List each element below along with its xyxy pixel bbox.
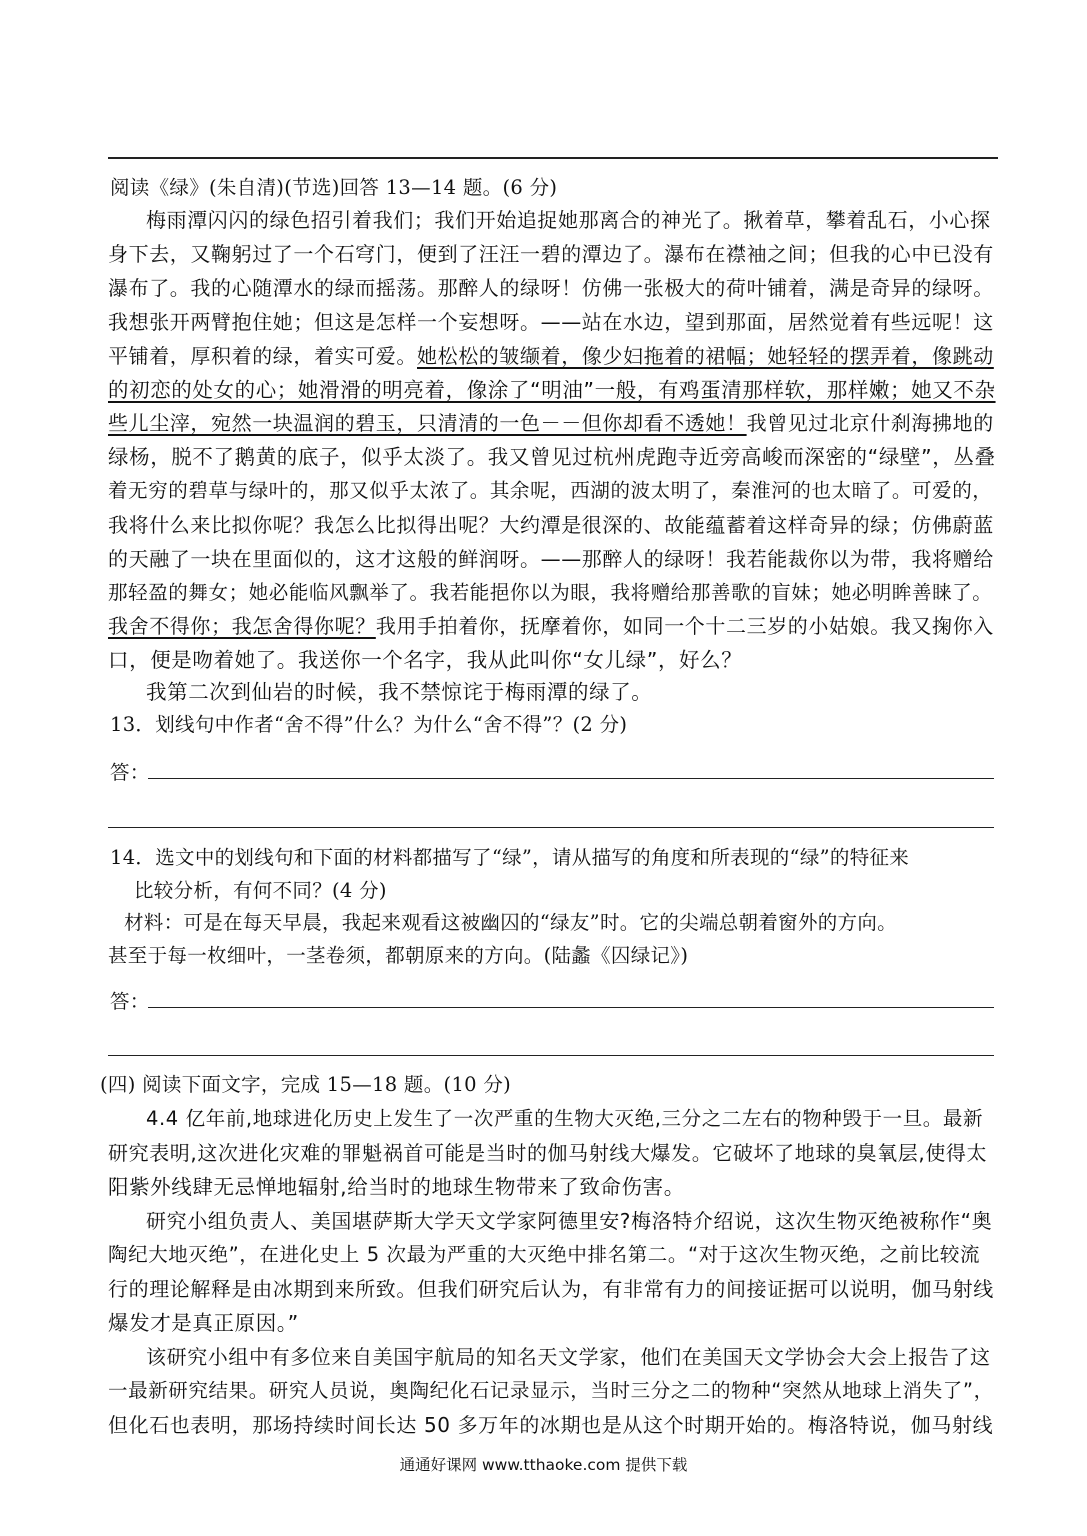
passage-text: 梅雨潭闪闪的绿色招引着我们；我们开始追捉她那离合的神光了。揪着草，攀着乱石，小心探 [146,208,991,232]
answer-line-13a [148,778,994,779]
section-heading-4: (四) 阅读下面文字，完成 15—18 题。(10 分) [100,1073,512,1096]
underlined-sentence: 的初恋的处女的心；她滑滑的明亮着，像涂了“明油”一般，有鸡蛋清那样软，那样嫩；她又不杂 [108,378,996,402]
passage-text: 我用手拍着你，抚摩着你，如同一个十二三岁的小姑娘。我又掬你入 [375,614,994,638]
passage-text: 那轻盈的舞女；她必能临风飘举了。我若能挹你以为眼，我将赠给那善歌的盲妹；她必明眸善睐了。 [108,581,993,604]
passage-line [108,406,994,440]
passage-line [108,237,994,271]
passage-text: 口，便是吻着她了。我送你一个名字，我从此叫你“女儿绿”，好么？ [108,648,743,672]
passage-line [146,203,991,237]
passage-text: 平铺着，厚积着的绿，着实可爱。 [108,344,417,368]
passage-text: 我想张开两臂抱住她；但这是怎样一个妄想呀。——站在水边，望到那面，居然觉着有些远呢！这 [108,310,994,334]
material-line1: 材料：可是在每天早晨，我起来观看这被幽囚的“绿友”时。它的尖端总朝着窗外的方向。 [124,911,897,934]
section4-line: 一最新研究结果。研究人员说，奥陶纪化石记录显示，当时三分之二的物种“突然从地球上消失了”， [108,1379,994,1402]
answer-label-13: 答： [110,761,150,784]
passage-line [108,508,994,542]
underlined-sentence: 她松松的皱缬着，像少妇拖着的裙幅；她轻轻的摆弄着，像跳动 [417,344,994,368]
section4-line: 但化石也表明，那场持续时间长达 50 多万年的冰期也是从这个时期开始的。梅洛特说，伽马射线 [108,1413,994,1437]
passage-line [108,373,996,407]
question-14-line1: 14．选文中的划线句和下面的材料都描写了“绿”，请从描写的角度和所表现的“绿”的特征来 [110,846,910,869]
passage-line [108,609,994,643]
answer-line-14b [108,1055,994,1056]
section4-line: 4.4 亿年前,地球进化历史上发生了一次严重的生物大灭绝,三分之二左右的物种毁于一旦。最新 [146,1107,984,1130]
section-heading-lu: 阅读《绿》(朱自清)(节选)回答 13—14 题。(6 分) [110,176,558,199]
passage-line [108,474,992,508]
passage-text: 我第二次到仙岩的时候，我不禁惊诧于梅雨潭的绿了。 [146,680,653,704]
section4-line: 行的理论解释是由冰期到来所致。但我们研究后认为，有非常有力的间接证据可以说明，伽马射线 [108,1277,994,1301]
passage-text: 身下去，又鞠躬过了一个石穹门，便到了汪汪一碧的潭边了。瀑布在襟袖之间；但我的心中已没有 [108,242,994,266]
passage-line [108,305,994,339]
underlined-sentence: 些儿尘滓，宛然一块温润的碧玉，只清清的一色－－但你却看不透她！ [108,411,747,435]
section4-line: 阳紫外线肆无忌惮地辐射,给当时的地球生物带来了致命伤害。 [108,1175,685,1199]
question-13: 13．划线句中作者“舍不得”什么？为什么“舍不得”？(2 分) [110,713,628,736]
passage-text: 瀑布了。我的心随潭水的绿而摇荡。那醉人的绿呀！仿佛一张极大的荷叶铺着，满是奇异的绿呀。 [108,276,994,300]
section4-line: 该研究小组中有多位来自美国宇航局的知名天文学家，他们在美国天文学协会大会上报告了这 [146,1345,991,1369]
underlined-sentence: 我舍不得你；我怎舍得你呢？ [108,614,376,638]
passage-line [108,440,996,474]
passage-text: 我曾见过北京什刹海拂地的 [746,411,994,435]
passage-text: 我将什么来比拟你呢？我怎么比拟得出呢？大约潭是很深的、故能蕴蓄着这样奇异的绿；仿佛蔚蓝 [108,513,994,537]
question-14-line2: 比较分析，有何不同？(4 分) [134,879,387,902]
answer-line-14a [148,1007,994,1008]
section4-line: 爆发才是真正原因。” [108,1311,299,1335]
section4-line: 研究表明,这次进化灾难的罪魁祸首可能是当时的伽马射线大爆发。它破坏了地球的臭氧层,使得太 [108,1141,988,1165]
passage-text: 着无穷的碧草与绿叶的，那又似乎太浓了。其余呢，西湖的波太明了，秦淮河的也太暗了。可爱的， [108,479,993,502]
answer-line-13b [108,827,994,828]
passage-line [108,576,992,610]
passage-line [108,339,994,373]
passage-line [146,675,652,709]
section4-line: 陶纪大地灭绝”，在进化史上 5 次最为严重的大灭绝中排名第二。“对于这次生物灭绝，之前比较流 [108,1243,981,1266]
section4-line: 研究小组负责人、美国堪萨斯大学天文学家阿德里安?梅洛特介绍说，这次生物灭绝被称作“奥 [146,1209,993,1233]
footer: 通通好课网 www.tthaoke.com 提供下载 [399,1456,688,1474]
passage-line [108,542,994,576]
passage-text: 绿杨，脱不了鹅黄的底子，似乎太淡了。我又曾见过杭州虎跑寺近旁高峻而深密的“绿壁”，丛叠 [108,445,996,469]
answer-label-14: 答： [110,990,150,1013]
material-line2: 甚至于每一枚细叶，一茎卷须，都朝原来的方向。(陆蠡《囚绿记》) [108,944,689,967]
passage-line [108,643,742,677]
top-rule [108,157,998,159]
passage-text: 的天融了一块在里面似的，这才这般的鲜润呀。——那醉人的绿呀！我若能裁你以为带，我将赠给 [108,547,994,571]
passage-line [108,271,994,305]
